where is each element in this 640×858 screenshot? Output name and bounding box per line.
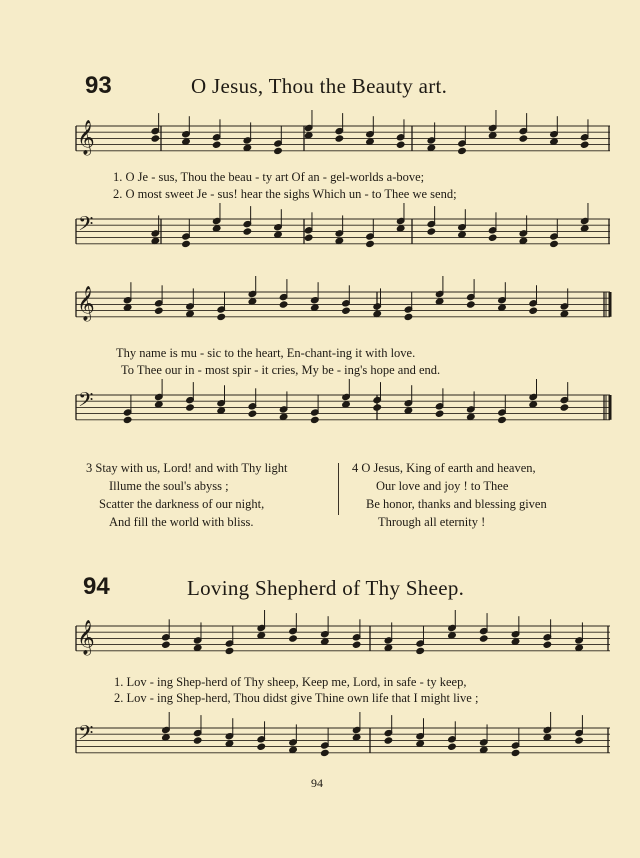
lyrics-93-line1-verse1: 1. O Je - sus, Thou the beau - ty art Of an - gel-worlds a-bove; [113,170,425,184]
hymn-title: O Jesus, Thou the Beauty art. [191,74,448,98]
note-head [257,743,266,750]
note-head [186,404,195,411]
note-head [182,240,191,247]
note-head [151,135,160,142]
verse-4-line-4: Through all eternity ! [378,515,486,529]
page-number: 94 [311,776,323,790]
hymn-number: 93 [85,72,112,99]
verse-4-line-2: Our love and joy ! to Thee [376,479,509,493]
verse-4-line-1: 4 O Jesus, King of earth and heaven, [352,461,536,475]
note-head [404,313,413,320]
hymn-number: 94 [83,573,110,600]
note-head [416,647,425,654]
note-head [212,141,221,148]
note-head [225,647,234,654]
lyrics-94-line1-verse1: 1. Lov - ing Shep-herd of Thy sheep, Keep me, Lord, in safe - ty keep, [114,675,467,689]
note-head [575,737,584,744]
note-head [373,404,382,411]
note-head [274,147,283,154]
verse-3-line-2: Illume the soul's abyss ; [109,479,229,493]
note-head [366,240,375,247]
note-head [352,641,361,648]
note-head [488,234,497,241]
lyrics-93-line2-verse2: To Thee our in - most spir - it cries, My be - ing's hope and end. [121,363,441,377]
note-head [550,240,559,247]
note-head [458,147,467,154]
note-head [479,635,488,642]
lyrics-93-line1-verse2: 2. O most sweet Je - sus! hear the sighs Which un - to Thee we send; [113,187,457,201]
note-head [396,141,405,148]
lyrics-94-line1-verse2: 2. Lov - ing Shep-herd, Thou didst give Thine own life that I might live ; [114,691,479,705]
note-head [448,743,457,750]
note-head [279,301,288,308]
note-head [560,404,569,411]
note-head [335,135,344,142]
note-head [304,234,313,241]
note-head [162,641,171,648]
note-head [217,313,226,320]
treble-clef: 𝄞 [77,120,95,155]
note-head [384,737,393,744]
verse-3-line-4: And fill the world with bliss. [109,515,254,529]
note-head [311,416,320,423]
note-head [123,416,132,423]
note-head [529,307,538,314]
treble-clef: 𝄞 [77,620,95,655]
note-head [248,410,257,417]
note-head [155,307,164,314]
note-head [498,416,507,423]
note-head [427,228,436,235]
note-head [511,749,520,756]
note-head [193,737,202,744]
note-head [435,410,444,417]
note-head [580,141,589,148]
note-head [543,641,552,648]
verse-3-line-1: 3 Stay with us, Lord! and with Thy light [86,461,288,475]
note-head [342,307,351,314]
note-head [321,749,330,756]
verse-3-line-3: Scatter the darkness of our night, [99,497,265,511]
verse-3 [86,461,288,530]
treble-clef: 𝄞 [77,286,95,321]
note-head [289,635,298,642]
note-head [243,228,252,235]
verse-4 [352,461,547,530]
verse-4-line-3: Be honor, thanks and blessing given [366,497,547,511]
hymn-title: Loving Shepherd of Thy Sheep. [187,576,465,600]
bass-clef: 𝄢 [78,721,94,749]
bass-clef: 𝄢 [78,212,94,240]
note-head [467,301,476,308]
verse-divider [338,463,339,515]
lyrics-93-line2-verse1: Thy name is mu - sic to the heart, En-chant-ing it with love. [116,346,416,360]
note-head [519,135,528,142]
bass-clef: 𝄢 [78,388,94,416]
